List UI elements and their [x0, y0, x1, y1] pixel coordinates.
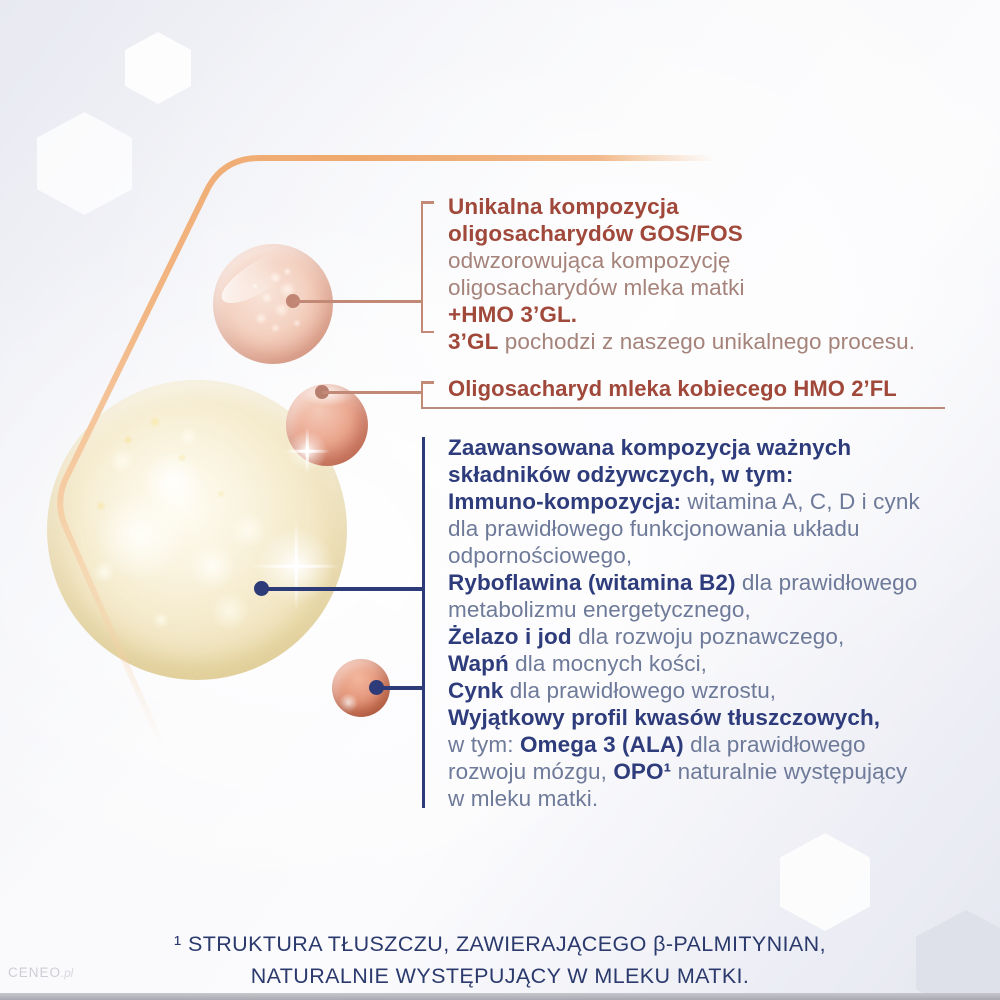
callout-line: w mleku matki. — [448, 786, 599, 811]
watermark-ceneo — [8, 965, 73, 980]
callout-line: Ryboflawina (witamina B2) dla prawidłowego — [448, 570, 918, 595]
heading-2fl: Oligosacharyd mleka kobiecego HMO 2’FL — [448, 376, 897, 401]
bracket-vertical-gosfos — [421, 201, 424, 333]
callout-line: metabolizmu energetycznego, — [448, 597, 751, 622]
footnote-line-2: NATURALNIE WYSTĘPUJĄCY W MLEKU MATKI. — [250, 964, 750, 988]
callout-line: Wyjątkowy profil kwasów tłuszczowych, — [448, 705, 881, 730]
callout-line: dla prawidłowego funkcjonowania układu — [448, 516, 860, 541]
connector-line-2fl — [322, 391, 421, 394]
callout-line: +HMO 3’GL. — [448, 302, 578, 327]
callout-line: oligosacharydów GOS/FOS — [448, 221, 743, 246]
footnote-line-1: ¹ STRUKTURA TŁUSZCZU, ZAWIERAJĄCEGO β-PALMITYNIAN, — [174, 932, 826, 956]
watermark-brand: CENEO — [8, 965, 62, 980]
watermark-suffix: .pl — [61, 968, 74, 980]
callout-line: w tym: Omega 3 (ALA) dla prawidłowego — [448, 732, 866, 757]
sparkle-star-2fl — [284, 428, 330, 474]
heading-2fl-underline — [421, 407, 945, 410]
bottom-edge-strip — [0, 993, 1000, 1000]
bracket-tick-top-2fl — [421, 381, 434, 384]
callout-line: odpornościowego, — [448, 543, 633, 568]
callout-line: rozwoju mózgu, OPO¹ naturalnie występujący — [448, 759, 908, 784]
callout-line: Wapń dla mocnych kości, — [448, 651, 708, 676]
bracket-vertical-nutrients — [422, 437, 426, 808]
callout-line: Żelazo i jod dla rozwoju poznawczego, — [448, 624, 845, 649]
callout-line: składników odżywczych, w tym: — [448, 462, 794, 487]
bracket-vertical-2fl — [421, 381, 424, 409]
callout-line: oligosacharydów mleka matki — [448, 275, 745, 300]
bracket-tick-bottom-gosfos — [421, 331, 434, 334]
connector-line-gosfos — [293, 300, 421, 303]
callout-nutrients-block — [448, 434, 920, 812]
connector-line-small-bubble — [376, 686, 422, 690]
callout-line: Unikalna kompozycja — [448, 194, 679, 219]
callout-line: Zaawansowana kompozycja ważnych — [448, 435, 852, 460]
callout-line: Cynk dla prawidłowego wzrostu, — [448, 678, 777, 703]
callout-line: 3’GL pochodzi z naszego unikalnego procesu. — [448, 329, 916, 354]
callout-line: odwzorowująca kompozycję — [448, 248, 731, 273]
callout-gosfos-block — [448, 193, 915, 355]
callout-line: Immuno-kompozycja: witamina A, C, D i cynk — [448, 489, 920, 514]
connector-line-golden — [261, 587, 422, 591]
footnote — [0, 928, 1000, 992]
bracket-tick-top-gosfos — [421, 201, 434, 204]
